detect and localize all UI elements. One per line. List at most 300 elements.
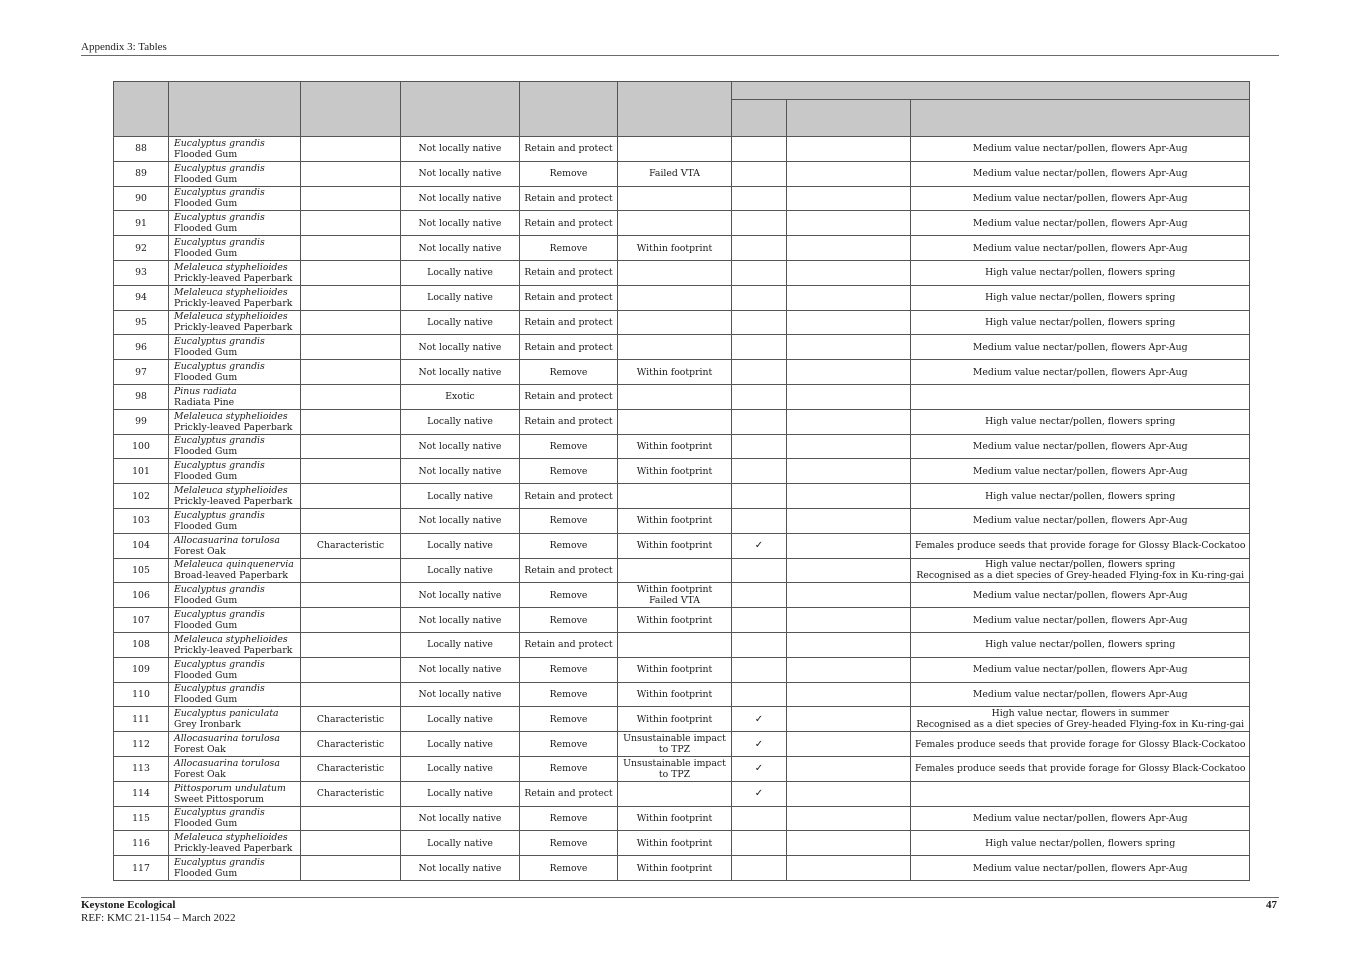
cell-species: [169, 137, 301, 162]
cell-check: [732, 335, 787, 360]
cell-recommendation: Remove: [520, 756, 618, 781]
cell-reason: [618, 583, 732, 608]
cell-blank: [787, 533, 911, 558]
cell-native-status: Not locally native: [401, 583, 520, 608]
cell-reason: [618, 632, 732, 657]
header-cell-recommendation: [520, 82, 618, 137]
notes-line: High value nectar/pollen, flowers spring: [985, 837, 1176, 849]
scientific-name: Eucalyptus grandis: [174, 857, 265, 868]
cell-significance: Characteristic: [301, 707, 401, 732]
cell-recommendation: Retain and protect: [520, 186, 618, 211]
cell-check: [732, 806, 787, 831]
cell-check: [732, 707, 787, 732]
cell-species: [169, 260, 301, 285]
table-row: [114, 632, 1250, 657]
table-row: [114, 137, 1250, 162]
cell-tree-id: 103: [114, 508, 169, 533]
cell-notes: [911, 682, 1250, 707]
cell-check: [732, 781, 787, 806]
reason-line: Within footprint: [636, 465, 713, 477]
cell-reason: [618, 856, 732, 881]
cell-native-status: Locally native: [401, 260, 520, 285]
reason-line: Within footprint: [636, 584, 713, 596]
scientific-name: Melaleuca quinquenervia: [174, 559, 294, 571]
cell-tree-id: 92: [114, 236, 169, 261]
reason-line: to TPZ: [658, 744, 691, 756]
table-row: [114, 484, 1250, 509]
cell-reason: [618, 384, 732, 409]
reason-line: Failed VTA: [649, 168, 700, 180]
cell-notes: [911, 831, 1250, 856]
common-name: Forest Oak: [174, 744, 226, 756]
scientific-name: Eucalyptus paniculata: [174, 708, 279, 720]
notes-line: Medium value nectar/pollen, flowers Apr-Aug: [972, 168, 1188, 180]
cell-tree-id: 95: [114, 310, 169, 335]
reason-line: Within footprint: [636, 812, 713, 824]
cell-notes: [911, 384, 1250, 409]
cell-reason: [618, 781, 732, 806]
notes-line: Females produce seeds that provide forage for Glossy Black-Cockatoo: [915, 738, 1246, 750]
cell-recommendation: Remove: [520, 608, 618, 633]
cell-species: [169, 310, 301, 335]
cell-species: [169, 285, 301, 310]
check-icon: ✓: [754, 713, 764, 725]
cell-native-status: Not locally native: [401, 459, 520, 484]
cell-significance: [301, 459, 401, 484]
cell-blank: [787, 360, 911, 385]
cell-blank: [787, 484, 911, 509]
cell-native-status: Locally native: [401, 756, 520, 781]
cell-notes: [911, 558, 1250, 583]
cell-native-status: Locally native: [401, 781, 520, 806]
notes-line: High value nectar/pollen, flowers spring: [985, 490, 1176, 502]
cell-native-status: Not locally native: [401, 608, 520, 633]
cell-blank: [787, 211, 911, 236]
cell-recommendation: Remove: [520, 831, 618, 856]
cell-blank: [787, 632, 911, 657]
cell-notes: [911, 310, 1250, 335]
notes-line: Females produce seeds that provide forage for Glossy Black-Cockatoo: [915, 540, 1246, 552]
cell-native-status: Not locally native: [401, 434, 520, 459]
cell-species: [169, 161, 301, 186]
cell-blank: [787, 781, 911, 806]
scientific-name: Pittosporum undulatum: [174, 782, 286, 794]
cell-native-status: Not locally native: [401, 682, 520, 707]
cell-blank: [787, 806, 911, 831]
cell-species: [169, 806, 301, 831]
cell-species: [169, 632, 301, 657]
table-row: [114, 558, 1250, 583]
cell-recommendation: Retain and protect: [520, 558, 618, 583]
cell-tree-id: 90: [114, 186, 169, 211]
cell-significance: [301, 682, 401, 707]
cell-native-status: Not locally native: [401, 508, 520, 533]
table-header: [114, 82, 1250, 137]
scientific-name: Allocasuarina torulosa: [174, 534, 280, 546]
cell-tree-id: 96: [114, 335, 169, 360]
scientific-name: Eucalyptus grandis: [174, 137, 265, 149]
footer-reference: REF: KMC 21-1154 – March 2022: [81, 912, 236, 924]
cell-recommendation: Remove: [520, 161, 618, 186]
table-row: [114, 335, 1250, 360]
scientific-name: Melaleuca styphelioides: [174, 633, 288, 645]
tree-assessment-table: [113, 81, 1250, 881]
cell-reason: [618, 459, 732, 484]
common-name: Flooded Gum: [174, 248, 238, 260]
cell-tree-id: 100: [114, 434, 169, 459]
cell-significance: [301, 310, 401, 335]
cell-significance: Characteristic: [301, 732, 401, 757]
cell-species: [169, 236, 301, 261]
cell-native-status: Locally native: [401, 285, 520, 310]
cell-notes: [911, 806, 1250, 831]
page-number: 47: [1266, 899, 1277, 911]
common-name: Flooded Gum: [174, 595, 238, 607]
cell-tree-id: 98: [114, 384, 169, 409]
cell-species: [169, 608, 301, 633]
cell-native-status: Not locally native: [401, 211, 520, 236]
cell-tree-id: 113: [114, 756, 169, 781]
cell-check: [732, 508, 787, 533]
cell-species: [169, 211, 301, 236]
common-name: Flooded Gum: [174, 372, 238, 384]
cell-species: [169, 756, 301, 781]
cell-recommendation: Retain and protect: [520, 409, 618, 434]
reason-line: Within footprint: [636, 366, 713, 378]
cell-tree-id: 88: [114, 137, 169, 162]
cell-check: [732, 285, 787, 310]
header-cell-reason: [618, 82, 732, 137]
cell-notes: [911, 856, 1250, 881]
header-title: Appendix 3: Tables: [81, 41, 167, 53]
notes-line: Medium value nectar/pollen, flowers Apr-Aug: [972, 688, 1188, 700]
cell-notes: [911, 186, 1250, 211]
cell-recommendation: Remove: [520, 459, 618, 484]
cell-recommendation: Retain and protect: [520, 137, 618, 162]
cell-native-status: Locally native: [401, 831, 520, 856]
notes-line: High value nectar/pollen, flowers spring: [985, 639, 1176, 651]
cell-check: [732, 682, 787, 707]
cell-notes: [911, 236, 1250, 261]
cell-recommendation: Retain and protect: [520, 260, 618, 285]
cell-notes: [911, 756, 1250, 781]
cell-native-status: Not locally native: [401, 806, 520, 831]
cell-blank: [787, 434, 911, 459]
table-row: [114, 682, 1250, 707]
table-row: [114, 236, 1250, 261]
common-name: Prickly-leaved Paperbark: [174, 322, 293, 334]
cell-notes: [911, 583, 1250, 608]
cell-recommendation: Retain and protect: [520, 335, 618, 360]
cell-native-status: Not locally native: [401, 161, 520, 186]
cell-reason: [618, 508, 732, 533]
cell-recommendation: Remove: [520, 732, 618, 757]
reason-line: Within footprint: [636, 614, 713, 626]
common-name: Forest Oak: [174, 545, 226, 557]
cell-tree-id: 109: [114, 657, 169, 682]
cell-native-status: Locally native: [401, 707, 520, 732]
cell-notes: [911, 409, 1250, 434]
cell-check: [732, 211, 787, 236]
cell-reason: [618, 484, 732, 509]
cell-significance: [301, 831, 401, 856]
cell-notes: [911, 533, 1250, 558]
check-icon: ✓: [754, 540, 764, 552]
scientific-name: Melaleuca styphelioides: [174, 832, 288, 844]
reason-line: Within footprint: [636, 837, 713, 849]
notes-line: Medium value nectar/pollen, flowers Apr-Aug: [972, 217, 1188, 229]
notes-line: High value nectar/pollen, flowers spring: [985, 316, 1176, 328]
cell-native-status: Locally native: [401, 732, 520, 757]
cell-reason: [618, 310, 732, 335]
reason-line: Failed VTA: [649, 595, 700, 607]
cell-reason: [618, 608, 732, 633]
cell-species: [169, 657, 301, 682]
table-body: [114, 137, 1250, 881]
cell-significance: [301, 236, 401, 261]
cell-tree-id: 91: [114, 211, 169, 236]
cell-notes: [911, 707, 1250, 732]
notes-line: Medium value nectar/pollen, flowers Apr-Aug: [972, 515, 1188, 527]
table-row: [114, 657, 1250, 682]
cell-check: [732, 384, 787, 409]
header-cell-sub-3: [911, 100, 1250, 137]
cell-native-status: Locally native: [401, 632, 520, 657]
scientific-name: Eucalyptus grandis: [174, 807, 265, 819]
cell-tree-id: 97: [114, 360, 169, 385]
table-row: [114, 732, 1250, 757]
cell-significance: [301, 632, 401, 657]
cell-recommendation: Retain and protect: [520, 781, 618, 806]
cell-species: [169, 707, 301, 732]
common-name: Flooded Gum: [174, 694, 238, 706]
cell-significance: [301, 285, 401, 310]
cell-blank: [787, 260, 911, 285]
cell-species: [169, 459, 301, 484]
cell-species: [169, 732, 301, 757]
cell-notes: [911, 459, 1250, 484]
common-name: Prickly-leaved Paperbark: [174, 496, 293, 508]
notes-line: Medium value nectar/pollen, flowers Apr-Aug: [972, 192, 1188, 204]
cell-reason: [618, 806, 732, 831]
cell-tree-id: 111: [114, 707, 169, 732]
cell-recommendation: Remove: [520, 657, 618, 682]
cell-reason: [618, 409, 732, 434]
cell-reason: [618, 211, 732, 236]
cell-reason: [618, 137, 732, 162]
reason-line: Within footprint: [636, 713, 713, 725]
cell-check: [732, 360, 787, 385]
cell-reason: [618, 260, 732, 285]
notes-line: Females produce seeds that provide forage for Glossy Black-Cockatoo: [915, 763, 1246, 775]
cell-species: [169, 384, 301, 409]
common-name: Flooded Gum: [174, 471, 238, 483]
cell-blank: [787, 608, 911, 633]
cell-species: [169, 409, 301, 434]
cell-check: [732, 732, 787, 757]
reason-line: Within footprint: [636, 688, 713, 700]
scientific-name: Melaleuca styphelioides: [174, 485, 288, 497]
cell-notes: [911, 161, 1250, 186]
notes-line: Medium value nectar/pollen, flowers Apr-Aug: [972, 440, 1188, 452]
common-name: Radiata Pine: [174, 396, 235, 408]
notes-line: Medium value nectar/pollen, flowers Apr-Aug: [972, 143, 1188, 155]
cell-tree-id: 101: [114, 459, 169, 484]
cell-recommendation: Remove: [520, 360, 618, 385]
cell-significance: [301, 335, 401, 360]
cell-blank: [787, 831, 911, 856]
common-name: Prickly-leaved Paperbark: [174, 272, 293, 284]
scientific-name: Melaleuca styphelioides: [174, 261, 288, 273]
header-cell-species: [169, 82, 301, 137]
reason-line: Within footprint: [636, 440, 713, 452]
cell-recommendation: Remove: [520, 707, 618, 732]
cell-notes: [911, 285, 1250, 310]
notes-line: Recognised as a diet species of Grey-headed Flying-fox in Ku-ring-gai: [916, 719, 1245, 731]
reason-line: to TPZ: [658, 768, 691, 780]
cell-significance: Characteristic: [301, 781, 401, 806]
header-cell-sub-2: [787, 100, 911, 137]
cell-species: [169, 484, 301, 509]
table-row: [114, 533, 1250, 558]
cell-blank: [787, 285, 911, 310]
notes-line: Medium value nectar/pollen, flowers Apr-Aug: [972, 862, 1188, 874]
cell-blank: [787, 856, 911, 881]
cell-recommendation: Retain and protect: [520, 285, 618, 310]
scientific-name: Eucalyptus grandis: [174, 460, 265, 472]
cell-significance: [301, 137, 401, 162]
cell-recommendation: Retain and protect: [520, 632, 618, 657]
reason-line: Within footprint: [636, 242, 713, 254]
cell-native-status: Not locally native: [401, 335, 520, 360]
cell-blank: [787, 558, 911, 583]
cell-reason: [618, 161, 732, 186]
footer-divider: [81, 897, 1279, 898]
cell-blank: [787, 409, 911, 434]
cell-significance: [301, 508, 401, 533]
cell-species: [169, 831, 301, 856]
cell-recommendation: Remove: [520, 806, 618, 831]
cell-notes: [911, 608, 1250, 633]
cell-blank: [787, 161, 911, 186]
common-name: Flooded Gum: [174, 173, 238, 185]
cell-check: [732, 236, 787, 261]
cell-blank: [787, 137, 911, 162]
common-name: Flooded Gum: [174, 868, 238, 879]
scientific-name: Eucalyptus grandis: [174, 162, 265, 174]
table-row: [114, 384, 1250, 409]
check-icon: ✓: [754, 763, 764, 775]
cell-tree-id: 102: [114, 484, 169, 509]
cell-check: [732, 856, 787, 881]
notes-line: Medium value nectar/pollen, flowers Apr-Aug: [972, 614, 1188, 626]
scientific-name: Eucalyptus grandis: [174, 237, 265, 249]
notes-line: High value nectar/pollen, flowers spring: [985, 416, 1176, 428]
scientific-name: Melaleuca styphelioides: [174, 286, 288, 298]
cell-check: [732, 558, 787, 583]
table-row: [114, 781, 1250, 806]
footer-company: Keystone Ecological: [81, 899, 176, 911]
cell-check: [732, 756, 787, 781]
cell-species: [169, 533, 301, 558]
cell-check: [732, 533, 787, 558]
cell-reason: [618, 236, 732, 261]
notes-line: High value nectar, flowers in summer: [991, 708, 1169, 720]
notes-line: Medium value nectar/pollen, flowers Apr-Aug: [972, 242, 1188, 254]
notes-line: Recognised as a diet species of Grey-headed Flying-fox in Ku-ring-gai: [916, 570, 1245, 582]
cell-tree-id: 105: [114, 558, 169, 583]
cell-tree-id: 93: [114, 260, 169, 285]
page-header: [81, 40, 1279, 56]
cell-blank: [787, 682, 911, 707]
cell-blank: [787, 236, 911, 261]
scientific-name: Eucalyptus grandis: [174, 187, 265, 199]
table-row: [114, 806, 1250, 831]
common-name: Flooded Gum: [174, 148, 238, 160]
cell-notes: [911, 260, 1250, 285]
cell-native-status: Locally native: [401, 533, 520, 558]
table-row: [114, 508, 1250, 533]
cell-native-status: Not locally native: [401, 657, 520, 682]
notes-line: Medium value nectar/pollen, flowers Apr-Aug: [972, 589, 1188, 601]
cell-significance: [301, 608, 401, 633]
cell-native-status: Not locally native: [401, 137, 520, 162]
cell-species: [169, 360, 301, 385]
cell-native-status: Locally native: [401, 310, 520, 335]
cell-significance: [301, 211, 401, 236]
cell-reason: [618, 682, 732, 707]
cell-tree-id: 99: [114, 409, 169, 434]
cell-native-status: Not locally native: [401, 236, 520, 261]
cell-recommendation: Remove: [520, 533, 618, 558]
cell-significance: Characteristic: [301, 533, 401, 558]
table-row: [114, 310, 1250, 335]
cell-significance: [301, 558, 401, 583]
cell-reason: [618, 335, 732, 360]
table-row: [114, 583, 1250, 608]
common-name: Flooded Gum: [174, 669, 238, 681]
cell-significance: [301, 409, 401, 434]
cell-species: [169, 583, 301, 608]
table-row: [114, 434, 1250, 459]
cell-check: [732, 484, 787, 509]
common-name: Prickly-leaved Paperbark: [174, 421, 293, 433]
table-row: [114, 459, 1250, 484]
cell-reason: [618, 707, 732, 732]
cell-blank: [787, 384, 911, 409]
cell-check: [732, 409, 787, 434]
cell-notes: [911, 508, 1250, 533]
cell-tree-id: 116: [114, 831, 169, 856]
table-row: [114, 285, 1250, 310]
common-name: Flooded Gum: [174, 818, 238, 830]
cell-recommendation: Retain and protect: [520, 310, 618, 335]
reason-line: Unsustainable impact: [623, 757, 726, 769]
cell-tree-id: 110: [114, 682, 169, 707]
cell-tree-id: 115: [114, 806, 169, 831]
cell-check: [732, 137, 787, 162]
cell-species: [169, 781, 301, 806]
cell-species: [169, 186, 301, 211]
scientific-name: Melaleuca styphelioides: [174, 410, 288, 422]
table-row: [114, 211, 1250, 236]
cell-blank: [787, 756, 911, 781]
table-row: [114, 856, 1250, 881]
scientific-name: Melaleuca styphelioides: [174, 311, 288, 323]
cell-native-status: Exotic: [401, 384, 520, 409]
cell-species: [169, 434, 301, 459]
cell-species: [169, 335, 301, 360]
